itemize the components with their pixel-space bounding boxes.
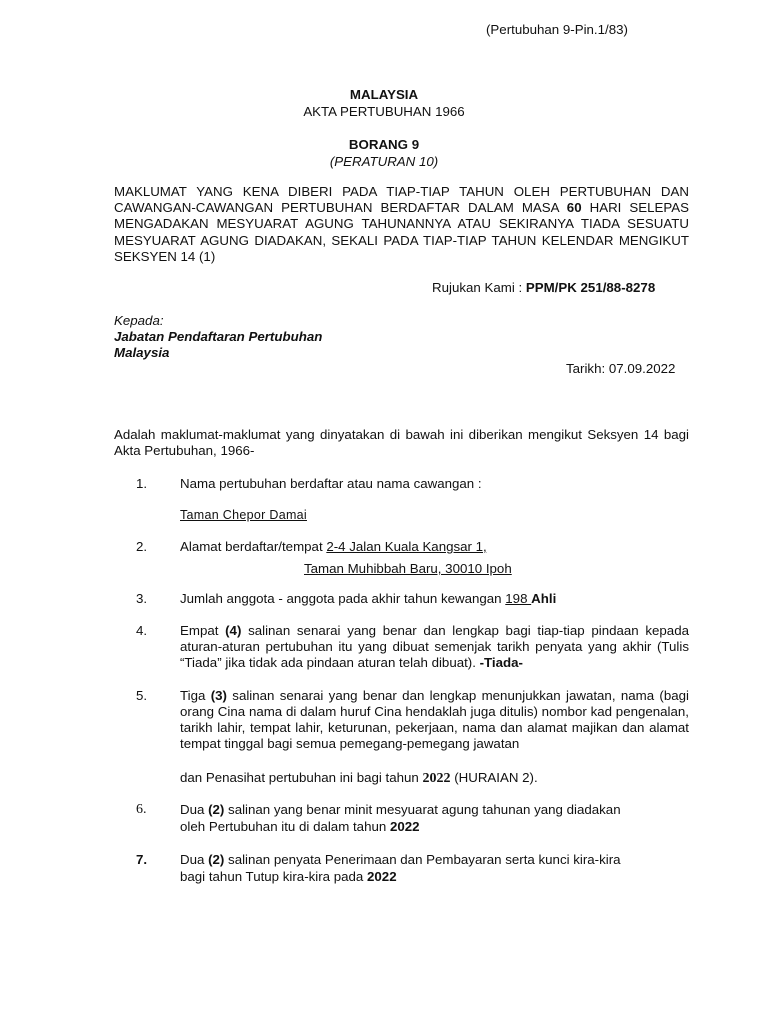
address-line-1: 2-4 Jalan Kuala Kangsar 1, — [326, 539, 487, 554]
item-4-text — [180, 623, 689, 671]
item-5-text — [180, 688, 689, 752]
reference — [432, 280, 655, 296]
item-5-year: 2022 — [422, 771, 451, 786]
regulation-title: (PERATURAN 10) — [329, 154, 439, 169]
reference-value: PPM/PK 251/88-8278 — [525, 280, 656, 295]
item-4-body: salinan senarai yang benar dan lengkap bagi tiap-tiap pindaan kepada aturan-aturan pertubuhan itu yang dibuat semenjak tarikh penyata yang akhir (Tulis “Tiada” jika tidak ada pindaan aturan telah dibuat). — [180, 623, 689, 670]
form-title: BORANG 9 — [348, 137, 420, 152]
item-5-note — [180, 770, 538, 787]
date — [566, 361, 675, 377]
item-5-number: 5. — [136, 688, 148, 703]
act-title: AKTA PERTUBUHAN 1966 — [303, 104, 465, 119]
item-1-number: 1. — [136, 476, 148, 491]
organization-name: Taman Chepor Damai — [180, 508, 307, 522]
item-4-number: 4. — [136, 623, 148, 638]
item-7-count: (2) — [208, 852, 225, 867]
item-6-body: salinan yang benar minit mesyuarat agung tahunan yang diadakan — [224, 802, 621, 817]
item-1-text: Nama pertubuhan berdaftar atau nama cawangan : — [180, 476, 482, 491]
form-code: (Pertubuhan 9-Pin.1/83) — [486, 22, 628, 37]
member-unit: Ahli — [531, 591, 557, 606]
item-3-text — [180, 591, 556, 607]
item-5-body: salinan senarai yang benar dan lengkap menunjukkan jawatan, nama (bagi orang Cina nama di dalam huruf Cina hendaklah juga ditulis) nombor kad pengenalan, tarikh lahir, tempat lahir, keturunan, pekerjaan, nama dan alamat majikan dan alamat tempat tinggal bagi semua pemegang-pemegang jawatan — [180, 688, 689, 751]
intro-text-1: MAKLUMAT YANG KENA DIBERI PADA TIAP-TIAP TAHUN OLEH PERTUBUHAN DAN CAWANGAN-CAWANGAN PERTUBUHAN BERDAFTAR DALAM MASA — [114, 184, 689, 216]
item-7-body-2: bagi tahun Tutup kira-kira pada — [180, 869, 368, 884]
item-5-count: (3) — [210, 688, 227, 703]
item-5-word: Tiga — [180, 688, 211, 703]
item-6-body-2: oleh Pertubuhan itu di dalam tahun — [180, 819, 390, 834]
country-title: MALAYSIA — [349, 87, 419, 102]
item-7-word: Dua — [180, 852, 209, 867]
item-2-number: 2. — [136, 539, 148, 554]
address-label: Alamat berdaftar/tempat — [180, 539, 327, 554]
item-7-line-2 — [180, 869, 397, 885]
date-value: 07.09.2022 — [608, 361, 676, 376]
item-7-number: 7. — [136, 852, 148, 867]
item-4-answer: -Tiada- — [479, 655, 523, 670]
item-6-line-2 — [180, 819, 420, 835]
item-4-count: (4) — [225, 623, 242, 638]
intro-paragraph — [114, 184, 689, 265]
opening-paragraph: Adalah maklumat-maklumat yang dinyatakan di bawah ini diberikan mengikut Seksyen 14 bagi Akta Pertubuhan, 1966- — [114, 427, 689, 458]
address-line-2: Taman Muhibbah Baru, 30010 Ipoh — [304, 561, 512, 576]
item-7-line-1 — [180, 852, 621, 868]
recipient-label: Kepada: — [114, 313, 164, 328]
item-3-number: 3. — [136, 591, 148, 606]
item-6-word: Dua — [180, 802, 209, 817]
item-5-note-a: dan Penasihat pertubuhan ini bagi tahun — [180, 770, 423, 785]
date-label: Tarikh: — [566, 361, 609, 376]
item-5-note-b: (HURAIAN 2). — [450, 770, 538, 785]
recipient-line-1: Jabatan Pendaftaran Pertubuhan — [114, 329, 323, 344]
member-count: 198 — [505, 591, 532, 606]
intro-days: 60 — [566, 200, 582, 216]
item-4-word: Empat — [180, 623, 226, 638]
item-6-line-1 — [180, 802, 621, 818]
intro-text-2: HARI SELEPAS MENGADAKAN MESYUARAT AGUNG TAHUNANNYA ATAU SEKIRANYA TIADA SESUATU MESYUARAT AGUNG DIADAKAN, SEKALI PADA TIAP-TIAP TAHUN KELENDAR MENGIKUT SEKSYEN 14 (1) — [114, 200, 690, 264]
item-3-label: Jumlah anggota - anggota pada akhir tahun kewangan — [180, 591, 506, 606]
item-7-year: 2022 — [367, 869, 397, 884]
item-6-count: (2) — [208, 802, 225, 817]
item-6-year: 2022 — [389, 819, 420, 834]
recipient-line-2: Malaysia — [114, 345, 170, 360]
reference-label: Rujukan Kami : — [432, 280, 526, 295]
item-7-body: salinan penyata Penerimaan dan Pembayaran serta kunci kira-kira — [224, 852, 621, 867]
item-6-number: 6. — [136, 802, 147, 817]
item-2-text — [180, 539, 487, 555]
